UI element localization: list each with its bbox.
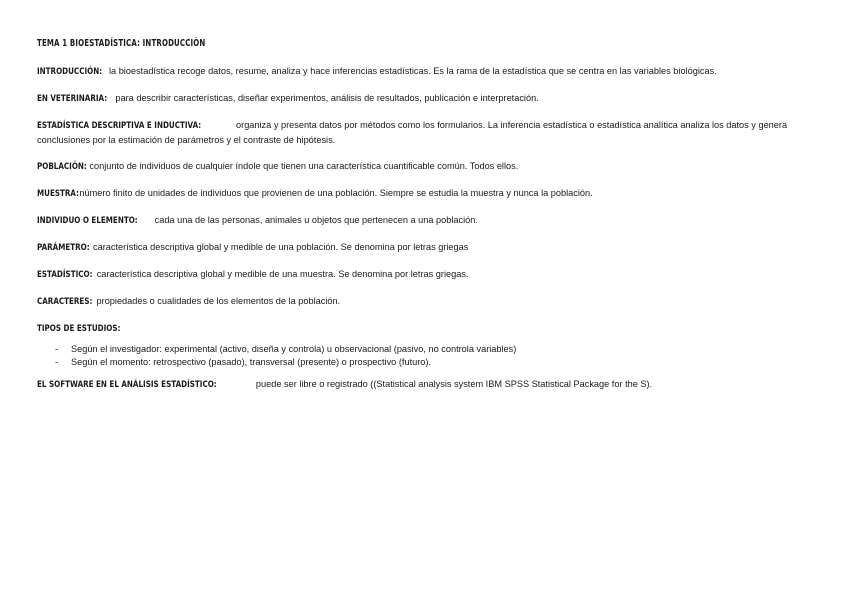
definition: cada una de las personas, animales u objetos que pertenecen a una población. — [152, 215, 478, 225]
term: INDIVIDUO O ELEMENTO: — [37, 215, 138, 226]
list-item: - Según el momento: retrospectivo (pasado), transversal (presente) o prospectivo (futuro). — [55, 356, 814, 369]
section-individuo — [37, 213, 814, 228]
definition: para describir características, diseñar experimentos, análisis de resultados, publicación e interpretación. — [112, 93, 539, 103]
definition: propiedades o cualidades de los elementos de la población. — [93, 296, 341, 306]
section-descriptiva-inductiva — [37, 118, 814, 147]
term: TIPOS DE ESTUDIOS: — [37, 323, 121, 334]
section-poblacion — [37, 159, 814, 174]
studies-list — [55, 343, 814, 368]
section-tipos-estudios — [37, 321, 814, 336]
definition: conjunto de individuos de cualquier índole que tienen una característica cuantificable común. Todos ellos. — [86, 161, 519, 171]
term: ESTADÍSTICO: — [37, 269, 93, 280]
document-title: TEMA 1 BIOESTADÍSTICA: INTRODUCCIÓN — [37, 38, 206, 49]
section-estadistico — [37, 267, 814, 282]
definition: organiza y presenta datos por métodos como los formularios. La inferencia estadística o estadística analítica analiza los datos y genera conclusiones por la estimación de parámetros y el contraste de hipótesis. — [37, 120, 788, 145]
list-item: - Según el investigador: experimental (activo, diseña y controla) u observacional (pasivo, no controla variables) — [55, 343, 814, 356]
section-introduccion — [37, 64, 814, 79]
term: CARACTERES: — [37, 296, 93, 307]
term: INTRODUCCIÓN: — [37, 66, 103, 77]
term: EL SOFTWARE EN EL ANÁLISIS ESTADÍSTICO: — [37, 379, 217, 390]
section-muestra — [37, 186, 814, 201]
section-parametro — [37, 240, 814, 255]
term: POBLACIÓN: — [37, 161, 87, 172]
definition: puede ser libre o registrado ((Statistical analysis system IBM SPSS Statistical Package for the S). — [253, 379, 653, 389]
term: EN VETERINARIA: — [37, 93, 108, 104]
definition: la bioestadística recoge datos, resume, analiza y hace inferencias estadísticas. Es la rama de la estadística que se centra en las variables biológicas. — [106, 66, 717, 76]
section-caracteres — [37, 294, 814, 309]
definition: número finito de unidades de individuos que provienen de una población. Siempre se estudia la muestra y nunca la población. — [76, 188, 593, 198]
term: ESTADÍSTICA DESCRIPTIVA E INDUCTIVA: — [37, 120, 202, 131]
term: PARÁMETRO: — [37, 242, 90, 253]
term: MUESTRA: — [37, 188, 79, 199]
section-veterinaria — [37, 91, 814, 106]
definition: característica descriptiva global y medible de una población. Se denomina por letras griegas — [90, 242, 469, 252]
definition: característica descriptiva global y medible de una muestra. Se denomina por letras griegas. — [94, 269, 469, 279]
section-software — [37, 377, 814, 392]
